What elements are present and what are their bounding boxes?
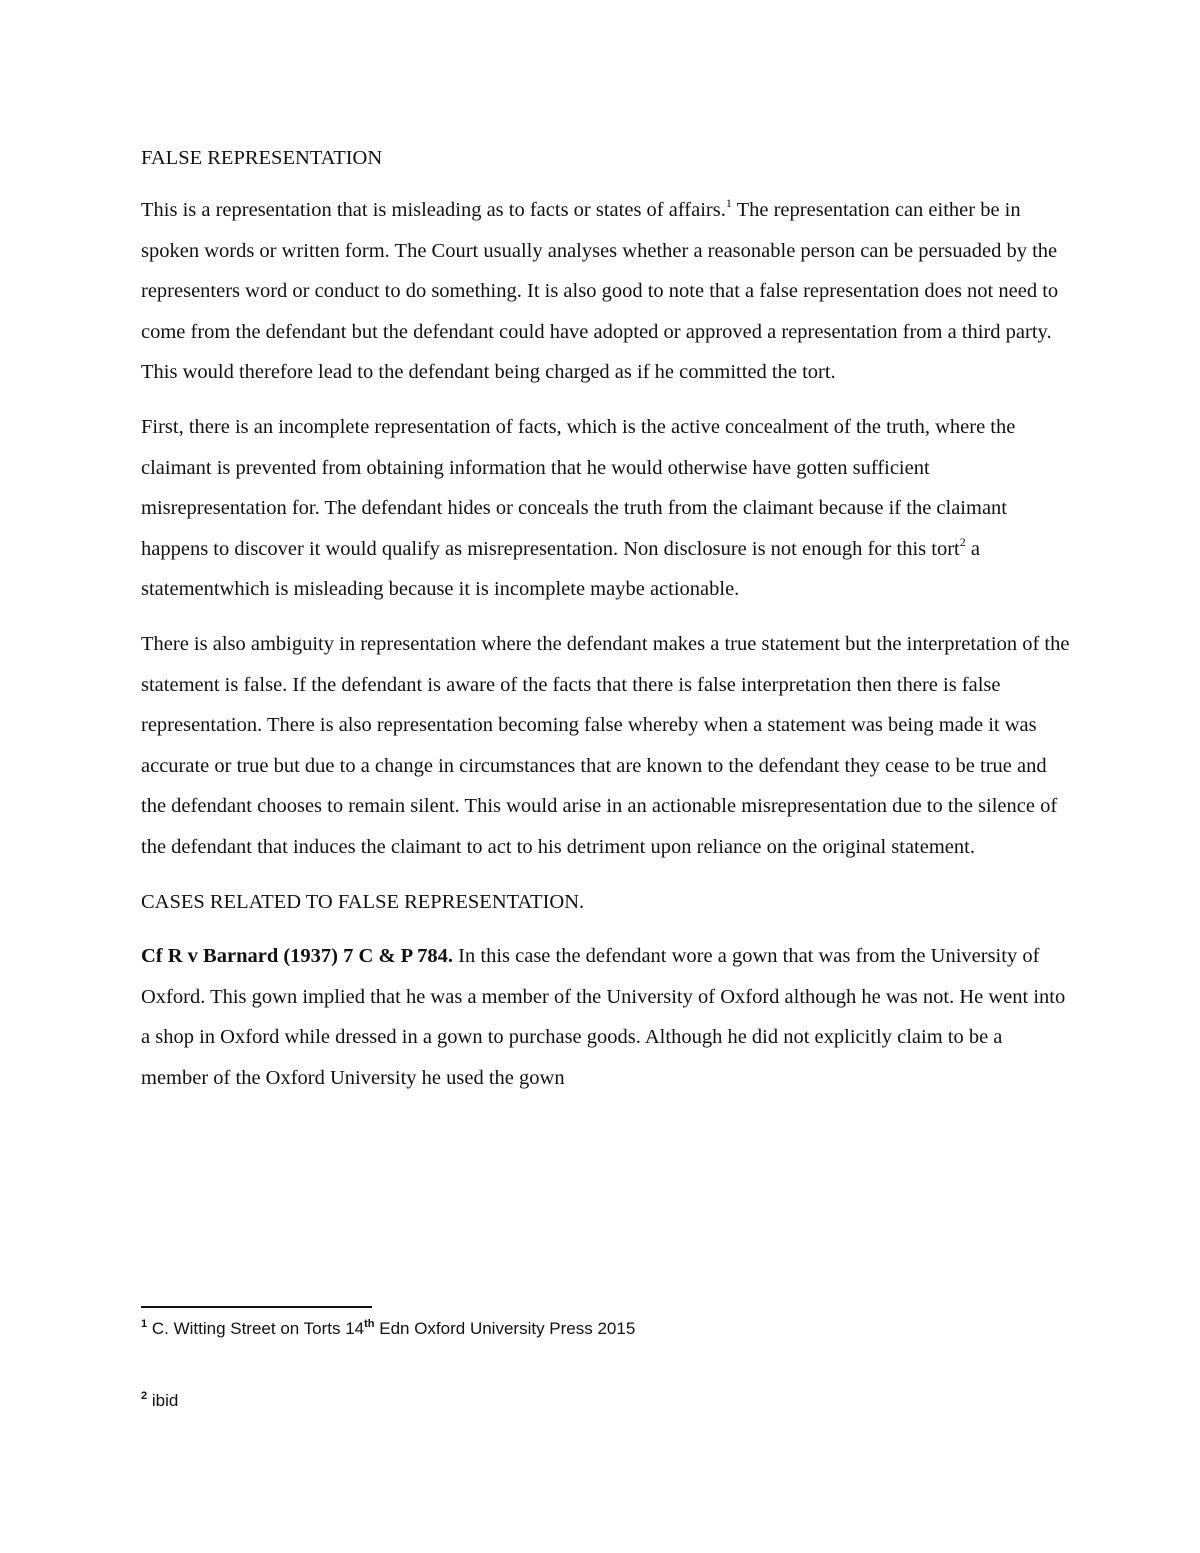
ordinal-suffix: th <box>364 1318 375 1330</box>
footnote-mark: 2 <box>141 1390 148 1402</box>
footnote-text: ibid <box>147 1391 179 1410</box>
paragraph-case-barnard <box>141 936 1071 1098</box>
section-heading: FALSE REPRESENTATION <box>141 147 383 169</box>
paragraph-text: In this case the defendant wore a gown that was from the University of Oxford. This gown implied that he was a member of the University of Oxford although he was not. He went into a shop in Oxford while dressed in a gown to purchase goods. Although he did not explicitly claim to be a member of the Oxford University he used the gown <box>141 945 1066 1089</box>
footnote-text: Edn Oxford University Press 2015 <box>374 1319 636 1338</box>
paragraph-text: First, there is an incomplete representation of facts, which is the active concealment of the truth, where the claimant is prevented from obtaining information that he would otherwise have gotten sufficient misrepresentation for. The defendant hides or conceals the truth from the claimant because if the claimant happens to discover it would qualify as misrepresentation. Non disclosure is not enough for this tort <box>141 415 1016 560</box>
paragraph-text: This is a representation that is misleading as to facts or states of affairs. <box>141 199 726 221</box>
paragraph-incomplete-representation <box>141 407 1071 610</box>
cases-heading: CASES RELATED TO FALSE REPRESENTATION. <box>141 890 585 913</box>
footnote-separator <box>141 1306 372 1308</box>
footnote-1 <box>141 1318 635 1340</box>
footnote-text: C. Witting Street on Torts 14 <box>147 1319 365 1338</box>
case-citation: Cf R v Barnard (1937) 7 C & P 784. <box>141 945 454 968</box>
footnote-reference[interactable]: 1 <box>725 196 732 210</box>
paragraph-ambiguity: There is also ambiguity in representation where the defendant makes a true statement but the interpretation of the statement is false. If the defendant is aware of the facts that there is false interpretation then there is false representation. There is also representation becoming false whereby when a statement was being made it was accurate or true but due to a change in circumstances that are known to the defendant they cease to be true and the defendant chooses to remain silent. This would arise in an actionable misrepresentation due to the silence of the defendant that induces the claimant to act to his detriment upon reliance on the original statement. <box>141 632 1070 858</box>
paragraph-definition <box>141 190 1071 393</box>
paragraph-text: The representation can either be in spoken words or written form. The Court usually analyses whether a reasonable person can be persuaded by the representers word or conduct to do something. It is also good to note that a false representation does not need to come from the defendant but the defendant could have adopted or approved a representation from a third party. This would therefore lead to the defendant being charged as if he committed the tort. <box>141 199 1059 384</box>
footnote-reference[interactable]: 2 <box>959 534 966 549</box>
footnote-2 <box>141 1390 178 1412</box>
document-body <box>141 140 1071 1112</box>
paragraph-text: a statementwhich is misleading because it is incomplete maybe actionable. <box>141 537 980 601</box>
footnote-mark: 1 <box>141 1318 148 1330</box>
